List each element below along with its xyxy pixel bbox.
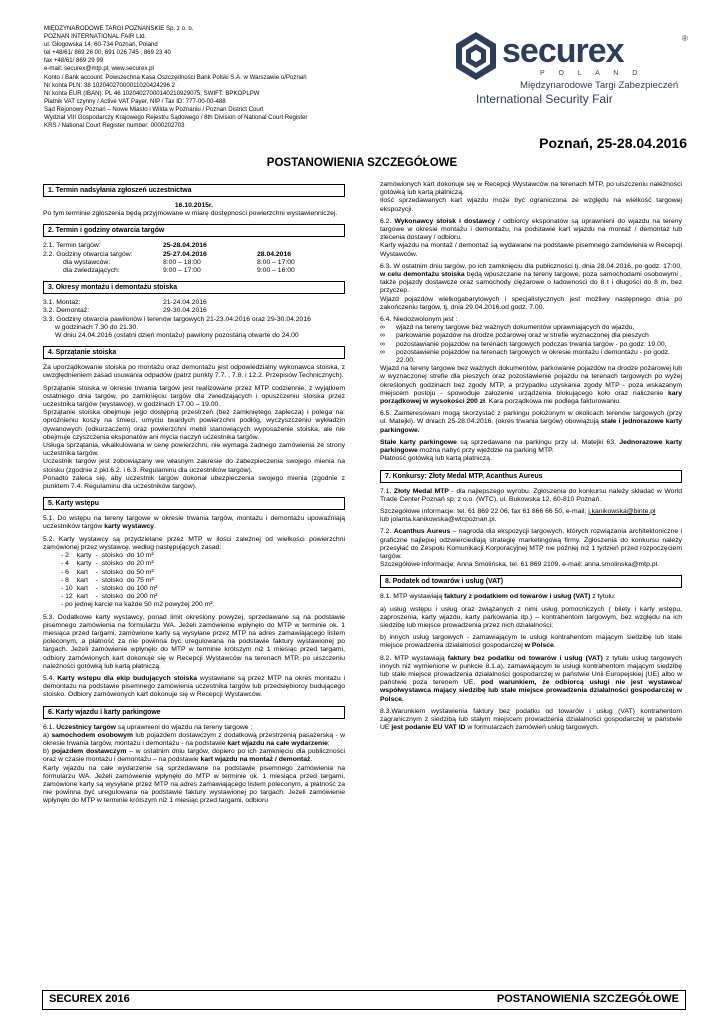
text-bold: pojazdem dostawczym: [51, 748, 127, 756]
logo-sub: P O L A N D: [540, 70, 644, 77]
section-heading: 5. Karty wstępu: [43, 497, 345, 510]
section-heading: 7. Konkursy: Złoty Medal MTP, Acanthus Aureus: [380, 470, 682, 483]
value: 25-28.04.2016: [163, 242, 207, 250]
section-heading: 1. Termin nadsyłania zgłoszeń uczestnictwa: [43, 184, 345, 197]
list-item: [380, 332, 682, 340]
text: – w ostatnim dniu targów, dopiero po ich zamknięciu dla publiczności oraz w czasie montażu i demontażu – na podstawie: [43, 748, 346, 764]
text-bold: kart wjazdu na montaż / demontaż: [200, 756, 311, 764]
text-bold: Jednorazowe karty parkingowe: [380, 438, 682, 455]
value: 28.04.2016: [257, 250, 292, 258]
text-bold: karty wystawcy: [104, 523, 155, 531]
paragraph: [380, 655, 682, 704]
cell: do 50 m²: [126, 568, 154, 576]
paragraph: Ilość sprzedawanych kart wjazdu może być ograniczona ze względu na wielkość targowej ekspozycji.: [380, 197, 682, 213]
list-text: pozostawianie pojazdów na terenach targowych podczas trwania targów - po godz. 19.00,: [396, 340, 667, 348]
value: 29-30.04.2016: [163, 307, 207, 315]
text: będą wpuszczane na tereny targowe, poza samochodami osobowymi , także pojazdy dostawcze oraz samochody ciężarowe o ładowności do 8 t i długości do 8 m, bez przyczep.: [380, 271, 682, 295]
text: . Kara porządkowa nie podlega fakturowaniu.: [485, 398, 622, 406]
list-item: [380, 341, 682, 349]
header-line: KRS / National Court Register number: 0000202703: [44, 122, 185, 130]
cell: kart: [76, 576, 89, 584]
securex-logo: [448, 30, 698, 104]
paragraph: 6.4. Niedozwolonym jest :: [380, 316, 458, 324]
text: 6.3. W ostatnim dniu targów, po ich zamknięciu dla publiczności tj. dnia 28.04.2016, po godz. 17:00,: [380, 262, 682, 270]
paragraph: [43, 748, 345, 764]
cell: do 100 m²: [126, 584, 158, 592]
paragraph: [43, 732, 345, 748]
footer-left: SECUREX 2016: [49, 993, 130, 1005]
text: b): [43, 748, 52, 756]
cell: stoisko: [101, 568, 123, 576]
text-bold: Stałe karty parkingowe: [380, 438, 457, 446]
header-line: Płatnik VAT czynny / Active VAT Payer, NIP / Tax ID: 777-00-00-488: [44, 97, 226, 105]
cell: kart: [76, 593, 89, 601]
cell: stoisko: [101, 560, 123, 568]
left-column: [43, 178, 345, 810]
label: 2.2. Godziny otwarcia targów:: [43, 250, 133, 258]
text: 6.2.: [380, 217, 395, 225]
bullet-icon: ∞: [380, 340, 385, 348]
text-bold: pod warunkiem, że odbiorcą usługi nie jest wystawca/ współwystawca mający siedzibę lub stałe miejsce prowadzenia działalności gospodarczej w Polsce.: [380, 679, 682, 703]
text: 6.1.: [43, 723, 57, 731]
cell: stoisko: [101, 584, 123, 592]
section-heading: 6. Karty wjazdu i karty parkingowe: [43, 706, 345, 719]
paragraph: Za uporządkowanie stoiska po montażu oraz demontażu jest odpowiedzialny wykonawca stoiska, z uwzględnieniem zasad usuwania odpadów (patrz punkty 7.7. , 7.8. i 12.2. Przepisów Technicznych).: [43, 364, 345, 380]
paragraph: Płatność gotówką lub kartą płatniczą.: [380, 455, 492, 463]
cell: stoisko: [101, 593, 123, 601]
text-bold: w celu demontażu stoiska: [380, 271, 465, 279]
paragraph: [380, 634, 682, 650]
paragraph: [380, 528, 682, 561]
page-footer: [42, 990, 686, 1010]
paragraph: Ponadto zaleca się, aby uczestnik targów dokonał ubezpieczenia swojego mienia (zgodnie z punktem 7.4. Regulaminu dla uczestników targów).: [43, 474, 345, 491]
text: / odbiorcy eksponatów są uprawnieni do wjazdu na tereny targowe w okresie montażu i demontażu, na podstawie kart wjazdu na montaż / demontaż lub zlecenia dostawy / odbioru.: [380, 217, 682, 242]
header-line: Sąd Rejonowy Poznań – Nowe Miasto i Wilda w Poznaniu / Poznan District Court: [44, 105, 264, 113]
text: 5.4.: [43, 674, 58, 682]
fair-dates-row: [43, 242, 345, 250]
paragraph: Uczestnik targów jest zobowiązany we własnym zakresie do zabezpieczenia swojego mienia na stoisku (zgodnie z pkt.6.2. i 6.3. Regulaminu dla uczestników targów).: [43, 458, 345, 474]
paragraph: Wjazd pojazdów wielkogabarytowych i specjalistycznych jest możliwy następnego dnia po zakończeniu targów, tj. dnia 29.04.2016.od godz. 7.00.: [380, 295, 682, 311]
footer-right: POSTANOWIENIA SZCZEGÓŁOWE: [496, 993, 679, 1005]
value: 21-24.04.2016: [163, 299, 207, 307]
table-row: [59, 560, 159, 568]
value: 9:00 – 17:00: [163, 267, 201, 275]
page-title: POSTANOWIENIA SZCZEGÓŁOWE: [266, 157, 458, 169]
cell: stoisko: [101, 576, 123, 584]
paragraph: [380, 488, 682, 504]
logo-line1: Międzynarodowe Targi Zabezpieczeń: [520, 80, 679, 91]
cell: kart: [76, 584, 89, 592]
paragraph: 5.2. Karty wystawcy są przydzielane przez MTP w ilości zależnej od wielkości powierzchni zamówionej przez wystawcę, według następujących zasad:: [43, 535, 345, 551]
header-line: POZNAŃ INTERNATIONAL FAIR Ltd.: [44, 33, 147, 41]
cell: do 200 m²: [126, 593, 158, 601]
text: .: [310, 756, 313, 764]
table-row: [59, 593, 159, 601]
paragraph: [380, 439, 682, 455]
cell: - 8: [61, 576, 69, 584]
cell: karty: [76, 552, 92, 560]
bullet-icon: ∞: [380, 332, 385, 340]
paragraph: lub jolanta.kanikowska@wtcpoznan.pl.: [380, 516, 497, 524]
header-line: Nr konta EUR (IBAN): PL 46 10204027000140210929075, SWIFT: BPKOPLPW: [44, 89, 260, 97]
paragraph: 5.3. Dodatkowe karty wystawcy, ponad limit określony powyżej, sprzedawane są na podstawie pisemnego zamówienia na formularzu WA. Jeżeli zamówienie wpłynęło do MTP w terminie ok. 1 miesiąca przed targami, zamówione karty są wysyłane przez MTP na adres zamawiającego listem poleconym, a płatność za nie powinna być uregulowana na podstawie faktury wystawionej po targach. Jeżeli zamówienie wpłynęło do MTP w terminie krótszym niż 1 miesiąc przed targami, odbiorу zamówionych kart dokonuje się w Recepcji Wystawców na terenach MTP, po uiszczeniu należności gotówką lub kartą płatniczą.: [43, 613, 345, 670]
logo-line2: International Security Fair: [476, 92, 613, 106]
cell: do 75 m²: [126, 576, 154, 584]
paragraph: [380, 593, 682, 601]
text-bold: stałe i jednorazowe karty parkingowe.: [380, 418, 682, 434]
logo-brand: securex: [502, 32, 624, 70]
cards-table: [59, 552, 159, 601]
text-bold: jest podanie EU VAT ID: [391, 724, 466, 732]
paragraph: [380, 263, 682, 296]
text-bold: faktury z podatkiem od towarów i usług (VAT): [444, 593, 591, 601]
list-item: [380, 324, 682, 332]
text-bold: kart wjazdu na całe wydarzenie: [227, 739, 328, 747]
paragraph: W dniu 24.04.2016 (ostatni dzień montażu) pawilony pozostaną otwarte do 24.00: [55, 332, 299, 340]
logo-registered: ®: [682, 34, 688, 43]
text: 6.5. Zainteresowani mogą skorzystać z parkingu położonym w okolicach terenów targowych (przy ul. Matejki). W dniach 25-28.04.2016. (okres trwania targów) obowiązują: [380, 410, 682, 426]
cell: - 4: [61, 560, 69, 568]
text: a): [43, 731, 52, 739]
header-line: Wydział VIII Gospodarczy Krajowego Rejestru Sądowego / 8th Division of National Court Register: [44, 114, 308, 122]
bullet-icon: ∞: [380, 348, 385, 356]
header-line: ul. Głogowska 14, 60-734 Poznań, Poland: [44, 41, 158, 49]
header-line: e-mail: securex@mtp.pl; www.securex.pl: [44, 65, 154, 73]
paragraph: a) usług wstępu i usług oraz związanych z nimi usług pomocniczych ( bilety i karty wstępu, zaproszenia, karty wjazdu, karty parkowania itp.) – kontrahentom targowym, bez względu na ich siedzibę lub miejsce prowadzenia przez nich działalności;: [380, 605, 682, 629]
text-bold: Acanthus Aureus: [393, 528, 451, 536]
cell: do 10 m²: [126, 552, 154, 560]
paragraph: [380, 708, 682, 733]
paragraph: [43, 515, 345, 531]
text: w formularzach zamówień usług targowych.: [465, 724, 599, 732]
section-heading: 8. Podatek od towarów i usług (VAT): [380, 575, 682, 588]
cell: - 12: [61, 593, 73, 601]
company-header: [44, 25, 374, 130]
text: .: [154, 523, 156, 531]
text-bold: Wykonawcy stoisk i dostawcy: [394, 217, 496, 225]
text: – nagroda dla ekspozycji targowych, których rozwiązania architektoniczne i graficzne najlepiej odzwierciedlają strategię marketingową firmy. Zgłoszenia do konkursu należy przesyłać do Zespołu Komunikacji Korporacyjnej MTP nie później niż 1 tydzień przed rozpoczęciem targów.: [380, 528, 682, 560]
text-bold: samochodem osobowym: [51, 731, 134, 739]
dismantling-row: [43, 307, 345, 315]
right-column: [380, 181, 682, 736]
text: są uprawnieni do wjazdu na tereny targowe :: [115, 723, 253, 731]
paragraph: Karty wjazdu na całe wydarzenie są sprzedawane na podstawie pisemnego zamówienia na formularzu WA. Jeżeli zamówienie wpłynęło do MTP w terminie ok. 1 miesiąca przed targami, zamówione karty są wysyłane przez MTP na adres zamawiającego listem poleconym, a płatność za nie powinna być uregulowana na podstawie faktury wystawionej po targach. Jeżeli zamówienie wpłynęło do MTP w terminie krótszym niż 1 miesiąc przed targami, odbioru: [43, 764, 345, 805]
label: 3.1. Montaż:: [43, 299, 81, 307]
event-dateline: Poznań, 25-28.04.2016: [539, 135, 687, 151]
list-text: wjazd na tereny targowe bez ważnych dokumentów uprawniających do wjazdu,: [396, 324, 635, 332]
text: .: [553, 642, 556, 650]
label: dla wystawców:: [63, 258, 111, 266]
paragraph: - po jednej karcie na każde 50 m2 powyżej 200 m².: [61, 601, 215, 609]
text: 7.1.: [380, 487, 394, 495]
paragraph: Po tym terminie zgłoszenia będą przyjmowane w miarę dostępności powierzchni wystawienniczej.: [43, 210, 338, 218]
header-line: Nr konta PLN: 38 10204027000011020424296 2: [44, 81, 176, 89]
cell: do 20 m²: [126, 560, 154, 568]
paragraph: w godzinach 7.30 do 21.30.: [55, 323, 139, 331]
section-heading: 4. Sprzątanie stoiska: [43, 346, 345, 359]
paragraph: [380, 365, 682, 406]
paragraph: [380, 410, 682, 435]
cell: stoisko: [101, 552, 123, 560]
list-text: parkowanie pojazdów na drodze pożarowej oraz w strefie wyznaczonej dla pieszych: [396, 332, 649, 340]
table-row: [59, 577, 159, 585]
hours-row: [43, 267, 345, 275]
text: są sprzedawane na parkingu przy ul. Matejki 63.: [456, 438, 620, 446]
text: 8.1. MTP wystawiają: [380, 593, 445, 601]
value: 8:00 – 18:00: [163, 258, 201, 266]
text: lub pojazdem dostawczym z dodatkową przestrzenią pasażerską - w okresie trwania targów, montażu i demontażu - na podstawie: [43, 731, 346, 747]
paragraph: zamówionych kart dokonuje się w Recepcji Wystawców na terenach MTP, po uiszczeniu należności gotówką lub kartą płatniczą.: [380, 181, 682, 197]
cell: -: [95, 584, 98, 592]
text-bold: kary porządkowej w wysokości 200 zł: [380, 389, 682, 406]
text: z tytułu usług targowych innych niż wymienione w punkcie 8.1.a), zamawiającym te usługi kontrahentom mającym siedzibę lub stałe miejsce prowadzenia działalności gospodarczej w państwie Unii Europejskiej (UE) albo w państwie poza terenem UE,: [380, 654, 682, 687]
value: 8:00 – 17:00: [257, 258, 295, 266]
table-row: [59, 552, 159, 560]
text: ;: [327, 739, 330, 747]
cell: -: [95, 552, 98, 560]
text: 8.3.Warunkiem wystawienia faktury bez podatku od towarów i usług (VAT) kontrahentom zagranicznym z siedzibą lub stałym miejscem prowadzenia działalności gospodarczej w państwie UE: [380, 707, 682, 732]
paragraph: Sprzątanie stoiska w okresie trwania targów jest realizowane przez MTP codziennie, z wyjątkiem ostatniego dnia targów, po zamknięciu targów dla zwiedzających i opuszczeniu stoiska przez uczestnika targów (wystawcę), w godzinach 17.00 – 19.00.: [43, 384, 345, 409]
bullet-icon: ∞: [380, 324, 385, 332]
cell: - 10: [61, 584, 73, 592]
text: - dla najlepszego wyrobu. Zgłoszenia do konkursu należy składać w World Trade Center Poznań sp. z o.o. (WTC), ul. Bukowska 12, 60-810 Poznań.: [380, 487, 682, 503]
header-line: tel +48/61/ 869 26 00, 691 026 745 , 869 23 40: [44, 49, 171, 57]
text: Wjazd na tereny targowe bez ważnych dokumentów, parkowanie pojazdów na drodze pożarowej lub w wyznaczonej strefie dla pieszych oraz pozostawienie pojazdu na terenach targowych po wyżej określonych godzinach bez zgody MTP, a przypadku uzyskania zgody MTP - poza wskazanym miejscem postoju - spowoduje założenie urządzenia blokującego koło oraz naliczenie: [380, 365, 682, 397]
paragraph: Karty wjazdu na montaż / demontaż są wydawane na podstawie pisemnego zamówienia w Recepcji Wystawców.: [380, 242, 682, 258]
text-bold: Złoty Medal MTP: [393, 487, 449, 495]
text-bold: w Polsce: [524, 642, 554, 650]
header-line: MIĘDZYNARODOWE TARGI POZNAŃSKIE Sp. z o. o.: [44, 25, 194, 32]
cell: - 6: [61, 568, 69, 576]
cell: -: [95, 576, 98, 584]
text-bold: Uczestnicy targów: [56, 723, 116, 731]
paragraph: Usługa sprzątania, wkalkulowana w cenę powierzchni, nie wymaga żadnego zamówienia ze strony uczestnika targów.: [43, 442, 345, 458]
text: Szczegółowe informacje: tel. 61 869 22 06, fax 61 866 66 50, e-mail:: [380, 507, 589, 515]
cell: - 2: [61, 552, 69, 560]
email-link[interactable]: j.kanikowska@binte.pl: [588, 507, 656, 515]
label: dla zwiedzających:: [63, 267, 120, 275]
section-heading: 2. Termin i godziny otwarcia targów: [43, 224, 345, 237]
text: 7.2.: [380, 528, 394, 536]
label: 3.2. Demontaż:: [43, 307, 90, 315]
table-row: [59, 585, 159, 593]
cell: -: [95, 568, 98, 576]
text: b) innych usług targowych - zamawiającym te usługi kontrahentom mającym siedzibę lub stałe miejsce prowadzenia działalności gospodarczej: [380, 634, 682, 650]
cell: kart: [76, 568, 89, 576]
text: 8.2. MTP wystawiają: [380, 654, 448, 662]
assembly-row: [43, 299, 345, 307]
hours-row: [43, 259, 345, 267]
value: 25-27.04.2016: [163, 250, 207, 258]
paragraph: Sprzątanie stoiska obejmuje jego dostępną przestrzeń (bez zamkniętego zaplecza) i polega na: opróżnieniu koszy na śmieci, umyciu twardych powierzchni podłóg, wyczyszczeniu wykładzin dywanowych (odkurzaczem) oraz powierzchni mebli stanowiących wyposażenie stoiska, ale nie obejmuje czyszczenia eksponatów ani mycia naczyń uczestnika targów.: [43, 409, 345, 441]
list-item: [380, 349, 682, 365]
paragraph: 3.3. Godziny otwarcia pawilonów i terenów targowych 21-23.04.2016 oraz 29-30.04.2016: [43, 315, 311, 323]
text: z tytułu:: [590, 593, 616, 601]
header-line: fax +48/61/ 869 29 99: [44, 57, 104, 65]
value: 9:00 – 16:00: [257, 267, 295, 275]
header-line: Konto / Bank account: Powszechna Kasa Oszczędności Bank Polski S.A. w Warszawie o/Poznań: [44, 73, 307, 81]
paragraph: [43, 724, 345, 732]
cell: -: [95, 560, 98, 568]
cell: karty: [76, 560, 92, 568]
paragraph: [43, 675, 345, 700]
list-text: pozostawienie pojazdów na terenach targowych w okresie montażu i demontażu - po godz. 22.00.: [396, 348, 670, 365]
text: wystawiane są przez MTP na okres montażu i demontażu na podstawie pisemnego zamówienia uczestnika targów lub przedsiębiorcy budującego stoisko. Odbiorу zamówionych kart dokonuje się w Recepcji Wystawców.: [43, 674, 345, 699]
paragraph: [380, 218, 682, 243]
paragraph: Szczegółowe informacje: Anna Smolińska, tel. 61 869 2109, e-mail: anna.smolinska@mtp.pl.: [380, 561, 659, 569]
deadline-date: 16.10.2015r.: [174, 202, 214, 209]
cell: -: [95, 593, 98, 601]
section-heading: 3. Okresy montażu i demontażu stoiska: [43, 281, 345, 294]
text: można nabyć przy wjeździe na parking MTP.: [417, 447, 554, 455]
paragraph: [380, 508, 682, 516]
text-bold: faktury bez podatku od towarów i usług (VAT): [447, 654, 603, 662]
hours-row: [43, 251, 345, 259]
label: 2.1. Termin targów:: [43, 242, 101, 250]
table-row: [59, 569, 159, 577]
text: 5.1. Do wstępu na tereny targowe w okresie trwania targów, montażu i demontażu upoważniają uczestników targów: [43, 515, 345, 531]
text-bold: Karty wstępu dla ekip budujących stoiska: [57, 674, 198, 682]
